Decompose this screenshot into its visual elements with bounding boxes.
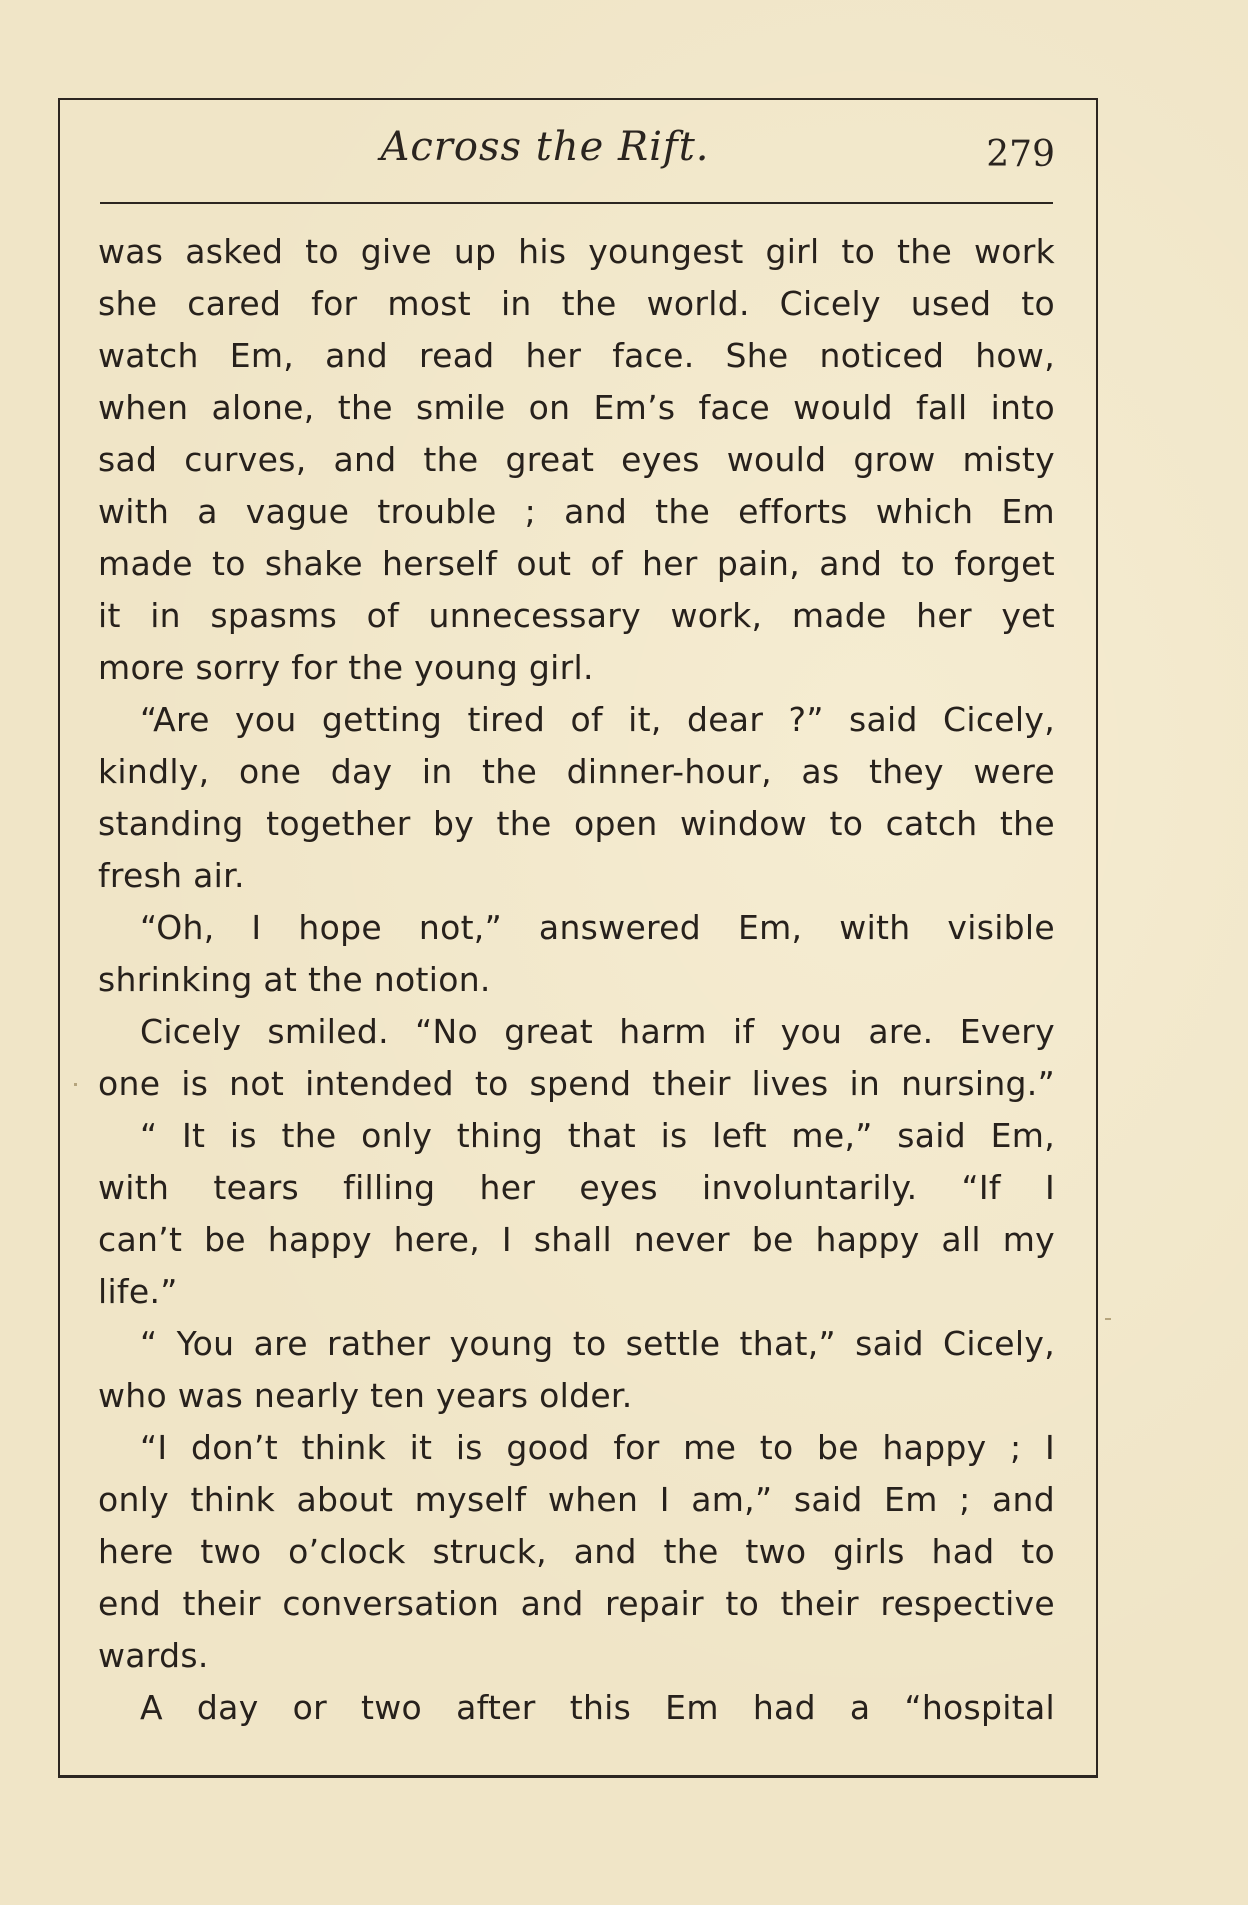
running-head <box>100 118 1055 178</box>
margin-speck <box>1105 1318 1111 1320</box>
text-line: with tears filling her eyes involuntarily. “If I <box>98 1168 1055 1207</box>
text-line: end their conversation and repair to their respective <box>98 1584 1055 1623</box>
margin-speck <box>74 1083 77 1086</box>
text-line: Cicely smiled. “No great harm if you are. Every <box>140 1012 1055 1051</box>
text-line: made to shake herself out of her pain, and to forget <box>98 544 1055 583</box>
text-line: shrinking at the notion. <box>98 960 491 999</box>
text-line: was asked to give up his youngest girl to the work <box>98 232 1055 271</box>
text-line: A day or two after this Em had a “hospital <box>140 1688 1055 1727</box>
text-line: only think about myself when I am,” said Em ; and <box>98 1480 1055 1519</box>
body-text <box>98 226 1055 1734</box>
text-line: “Are you getting tired of it, dear ?” said Cicely, <box>140 700 1055 739</box>
text-line: watch Em, and read her face. She noticed how, <box>98 336 1055 375</box>
text-line: here two o’clock struck, and the two girls had to <box>98 1532 1055 1571</box>
text-line: “I don’t think it is good for me to be happy ; I <box>140 1428 1055 1467</box>
text-line: more sorry for the young girl. <box>98 648 594 687</box>
text-line: wards. <box>98 1636 209 1675</box>
text-line: kindly, one day in the dinner-hour, as they were <box>98 752 1055 791</box>
text-line: life.” <box>98 1272 178 1311</box>
running-title: Across the Rift. <box>380 124 710 170</box>
text-line: she cared for most in the world. Cicely used to <box>98 284 1055 323</box>
text-line: one is not intended to spend their lives in nursing.” <box>98 1064 1055 1103</box>
text-line: when alone, the smile on Em’s face would fall into <box>98 388 1055 427</box>
text-line: it in spasms of unnecessary work, made her yet <box>98 596 1055 635</box>
text-line: who was nearly ten years older. <box>98 1376 633 1415</box>
text-line: standing together by the open window to catch the <box>98 804 1055 843</box>
text-line: “Oh, I hope not,” answered Em, with visible <box>140 908 1055 947</box>
page-number: 279 <box>986 134 1055 175</box>
text-line: “ It is the only thing that is left me,” said Em, <box>140 1116 1055 1155</box>
text-line: sad curves, and the great eyes would grow misty <box>98 440 1055 479</box>
header-rule <box>100 202 1053 204</box>
text-line: with a vague trouble ; and the efforts which Em <box>98 492 1055 531</box>
text-line: fresh air. <box>98 856 245 895</box>
text-line: can’t be happy here, I shall never be happy all my <box>98 1220 1055 1259</box>
text-line: “ You are rather young to settle that,” said Cicely, <box>140 1324 1055 1363</box>
